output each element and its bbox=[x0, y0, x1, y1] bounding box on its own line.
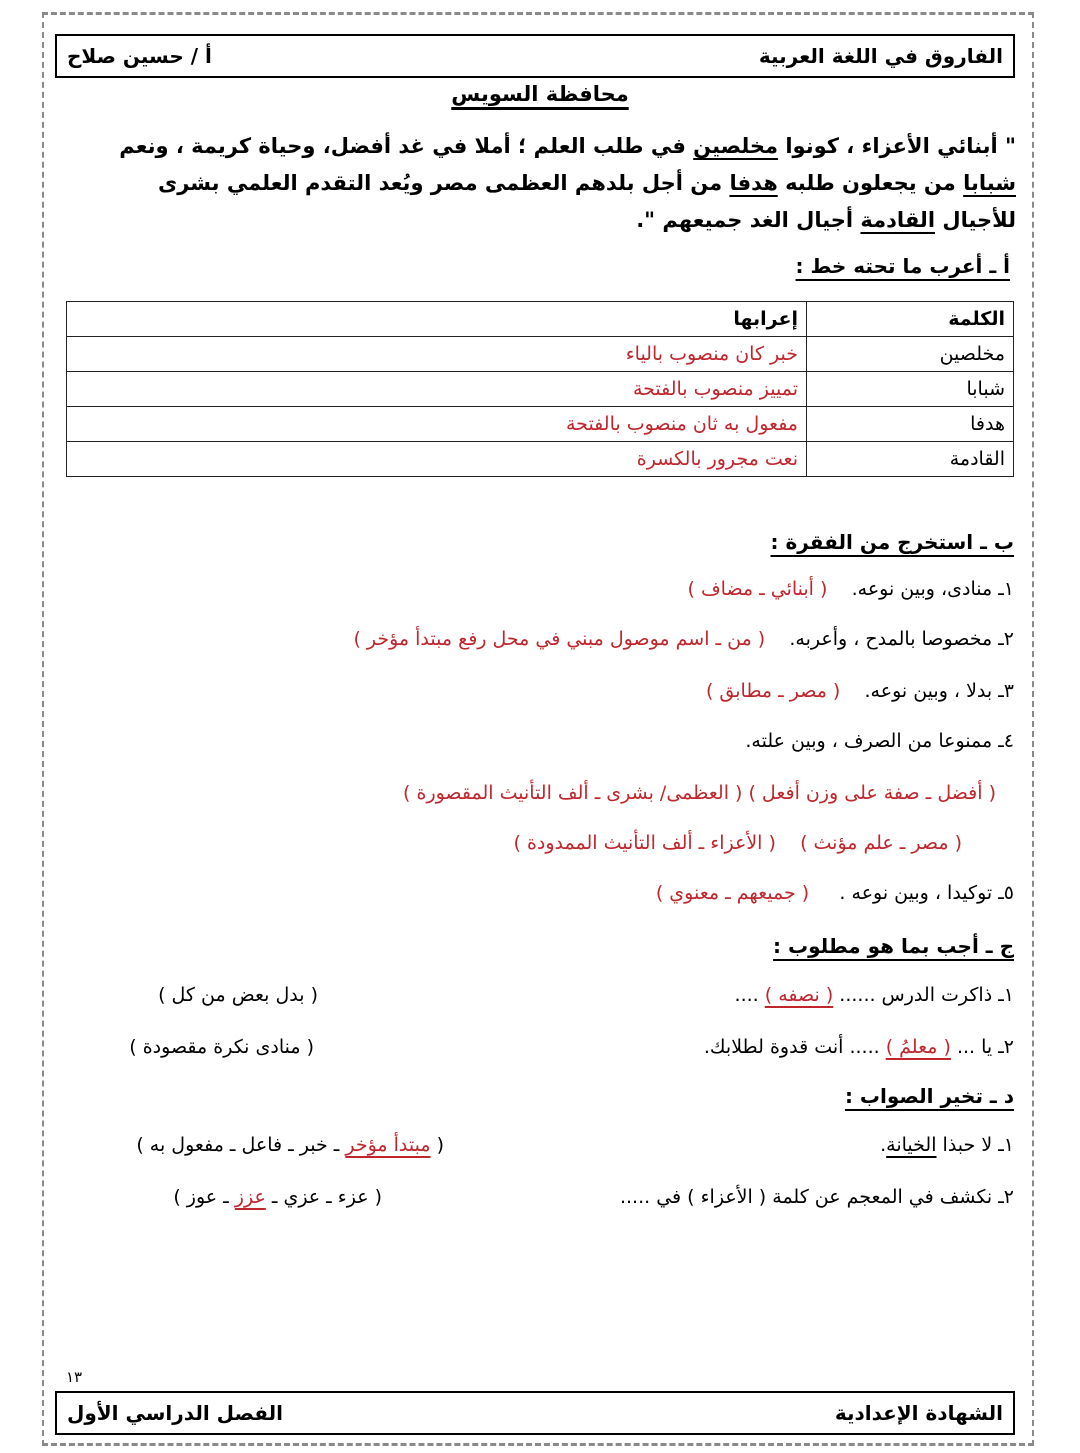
choices bbox=[64, 1134, 444, 1156]
list-item bbox=[706, 680, 1014, 702]
section-b-heading: ب ـ استخرج من الفقرة : bbox=[770, 530, 1014, 554]
underlined-word: شبابا bbox=[963, 171, 1016, 195]
footer-box bbox=[55, 1391, 1015, 1435]
col-irab-header: إعرابها bbox=[67, 302, 807, 337]
header-box bbox=[55, 34, 1015, 78]
list-item bbox=[880, 1134, 1014, 1156]
underlined-word: مخلصين bbox=[693, 134, 779, 158]
question-text: ..... أنت قدوة لطلابك. bbox=[703, 1036, 880, 1058]
irab-cell: نعت مجرور بالكسرة bbox=[67, 442, 807, 477]
irab-table bbox=[66, 301, 1014, 477]
passage-segment: أجيال الغد جميعهم ". bbox=[636, 208, 861, 232]
list-item bbox=[688, 578, 1014, 600]
certificate-label: الشهادة الإعدادية bbox=[834, 1401, 1003, 1425]
passage-segment: من أجل بلدهم العظمى مصر ويُعد التقدم العلمي بشرى للأجيال bbox=[157, 171, 1016, 232]
question-text: ١ـ لا حبذا bbox=[936, 1134, 1014, 1156]
question-text: .... bbox=[734, 984, 759, 1006]
word-cell: القادمة bbox=[807, 442, 1014, 477]
book-title: الفاروق في اللغة العربية bbox=[758, 44, 1003, 68]
answer-text: ( مصر ـ مطابق ) bbox=[705, 680, 841, 702]
question-text: ٤ـ ممنوعا من الصرف ، وبين علته. bbox=[745, 730, 1014, 752]
page-number: ١٣ bbox=[66, 1368, 83, 1386]
table-row bbox=[67, 372, 1014, 407]
irab-cell: تمييز منصوب بالفتحة bbox=[67, 372, 807, 407]
question-text: ١ـ ذاكرت الدرس ...... bbox=[839, 984, 1014, 1006]
question-text: ٥ـ توكيدا ، وبين نوعه . bbox=[839, 882, 1014, 904]
list-item bbox=[745, 730, 1014, 752]
list-item bbox=[656, 882, 1014, 904]
table-row bbox=[67, 407, 1014, 442]
correct-choice: مبتدأ مؤخر bbox=[345, 1134, 431, 1156]
answer-text: ( أبنائي ـ مضاف ) bbox=[687, 578, 828, 600]
term-label: الفصل الدراسي الأول bbox=[67, 1401, 283, 1425]
choice-text: ( عزء ـ عزي ـ bbox=[265, 1186, 382, 1208]
question-text: ٣ـ بدلا ، وبين نوعه. bbox=[864, 680, 1014, 702]
answer-text: ( أفضل ـ صفة على وزن أفعل ) bbox=[748, 782, 996, 804]
word-cell: هدفا bbox=[807, 407, 1014, 442]
list-item bbox=[353, 628, 1014, 650]
answer-text: ( من ـ اسم موصول مبني في محل رفع مبتدأ مؤخر ) bbox=[353, 628, 766, 650]
governorate-title: محافظة السويس bbox=[451, 82, 629, 106]
choice-text: ـ خبر ـ فاعل ـ مفعول به ) bbox=[136, 1134, 346, 1156]
passage-text bbox=[78, 128, 1016, 239]
question-text: ٢ـ يا ... bbox=[956, 1036, 1014, 1058]
question-text: . bbox=[880, 1134, 887, 1156]
answer-text: ( الأعزاء ـ ألف التأنيث الممدودة ) bbox=[513, 832, 776, 854]
question-text: ٢ـ مخصوصا بالمدح ، وأعربه. bbox=[789, 628, 1014, 650]
list-item bbox=[704, 1036, 1014, 1058]
passage-segment: في طلب العلم ؛ أملا في غد أفضل، وحياة كريمة ، ونعم bbox=[119, 134, 694, 158]
answer-text: ( معلمُ ) bbox=[885, 1036, 951, 1058]
irab-cell: خبر كان منصوب بالياء bbox=[67, 337, 807, 372]
table-row bbox=[67, 442, 1014, 477]
irab-cell: مفعول به ثان منصوب بالفتحة bbox=[67, 407, 807, 442]
hint-text: ( بدل بعض من كل ) bbox=[158, 984, 318, 1006]
table-row bbox=[67, 337, 1014, 372]
answer-text: ( نصفه ) bbox=[764, 984, 834, 1006]
answer-line bbox=[403, 782, 996, 804]
question-text: ١ـ منادى، وبين نوعه. bbox=[851, 578, 1014, 600]
word-cell: شبابا bbox=[807, 372, 1014, 407]
underlined-word: هدفا bbox=[729, 171, 778, 195]
answer-text: ( مصر ـ علم مؤنث ) bbox=[800, 832, 962, 854]
hint-text: ( منادى نكرة مقصودة ) bbox=[129, 1036, 314, 1058]
word-cell: مخلصين bbox=[807, 337, 1014, 372]
choice-text: ( bbox=[430, 1134, 444, 1156]
list-item: ٢ـ نكشف في المعجم عن كلمة ( الأعزاء ) في ..... bbox=[619, 1186, 1014, 1208]
author-name: أ / حسين صلاح bbox=[67, 44, 212, 68]
list-item bbox=[735, 984, 1014, 1006]
underlined-word: الخيانة bbox=[886, 1134, 937, 1156]
table-header-row bbox=[67, 302, 1014, 337]
answer-text: ( العظمى/ بشرى ـ ألف التأنيث المقصورة ) bbox=[403, 782, 743, 804]
passage-segment: " أبنائي الأعزاء ، كونوا bbox=[778, 134, 1016, 158]
section-d-heading: د ـ تخير الصواب : bbox=[844, 1084, 1014, 1108]
col-word-header: الكلمة bbox=[807, 302, 1014, 337]
passage-segment: من يجعلون طلبه bbox=[777, 171, 964, 195]
answer-text: ( جميعهم ـ معنوي ) bbox=[655, 882, 810, 904]
section-a-heading: أ ـ أعرب ما تحته خط : bbox=[795, 254, 1010, 278]
correct-choice: عزز bbox=[234, 1186, 266, 1208]
choices bbox=[92, 1186, 382, 1208]
answer-line bbox=[514, 832, 963, 854]
section-c-heading: ج ـ أجب بما هو مطلوب : bbox=[773, 934, 1014, 958]
underlined-word: القادمة bbox=[860, 208, 936, 232]
choice-text: ـ عوز ) bbox=[173, 1186, 235, 1208]
